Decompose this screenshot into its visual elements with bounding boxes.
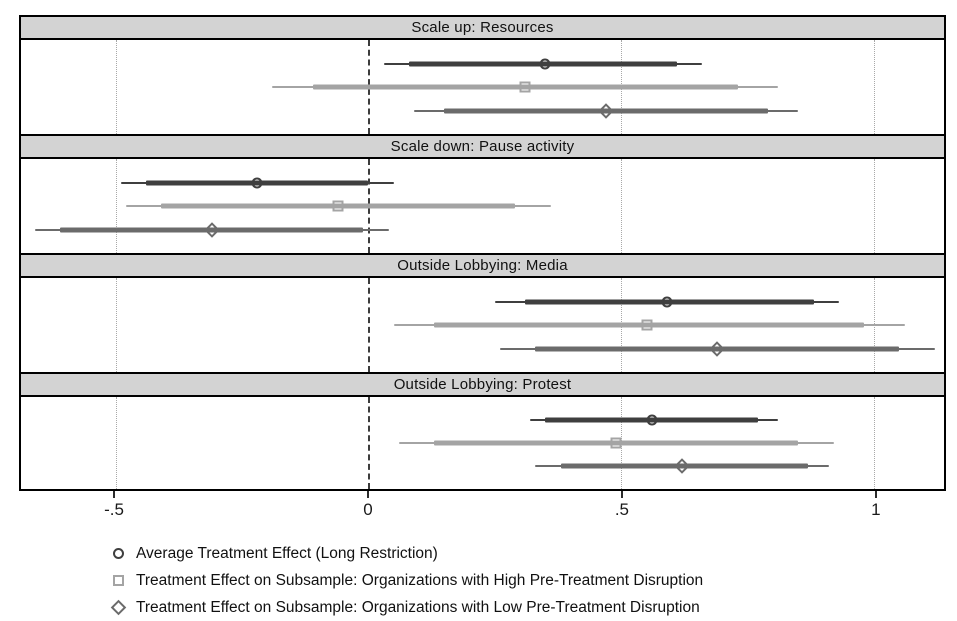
dotted-gridline xyxy=(116,40,117,134)
legend-label: Treatment Effect on Subsample: Organizations with High Pre-Treatment Disruption xyxy=(136,571,704,589)
axis-tick-label: 0 xyxy=(363,500,373,519)
axis-tick-label: -.5 xyxy=(104,500,124,519)
panel-title: Outside Lobbying: Media xyxy=(397,257,568,274)
dotted-gridline xyxy=(874,397,875,489)
panel-plot-area xyxy=(19,159,946,253)
panel-title: Scale up: Resources xyxy=(411,19,554,36)
panel-title: Outside Lobbying: Protest xyxy=(393,376,572,393)
diamond-marker xyxy=(674,458,690,474)
axis-tick-label: 1 xyxy=(871,500,881,519)
dotted-gridline xyxy=(621,159,622,253)
circle-marker xyxy=(252,177,263,188)
legend-item xyxy=(113,594,703,621)
zero-reference-line xyxy=(368,397,370,489)
legend-item xyxy=(113,567,703,594)
panel xyxy=(19,253,946,372)
panel-header xyxy=(19,134,946,159)
axis-tick xyxy=(113,491,115,498)
circle-marker xyxy=(540,58,551,69)
dotted-gridline xyxy=(874,40,875,134)
panel-header xyxy=(19,15,946,40)
diamond-marker xyxy=(710,341,726,357)
legend-square-icon xyxy=(113,575,124,586)
panel xyxy=(19,134,946,253)
zero-reference-line xyxy=(368,278,370,372)
axis-tick xyxy=(621,491,623,498)
dotted-gridline xyxy=(874,159,875,253)
panel-header xyxy=(19,253,946,278)
square-marker xyxy=(641,320,652,331)
legend-label: Average Treatment Effect (Long Restriction) xyxy=(136,544,438,562)
legend-label: Treatment Effect on Subsample: Organizations with Low Pre-Treatment Disruption xyxy=(136,598,700,616)
panel xyxy=(19,372,946,491)
panel-plot-area xyxy=(19,278,946,372)
axis-tick xyxy=(875,491,877,498)
square-marker xyxy=(333,201,344,212)
x-axis xyxy=(19,491,946,521)
axis-tick-label: .5 xyxy=(614,500,630,519)
diamond-marker xyxy=(204,222,220,238)
legend-circle-icon xyxy=(113,548,124,559)
axis-tick xyxy=(367,491,369,498)
panel-header xyxy=(19,372,946,397)
circle-marker xyxy=(646,415,657,426)
dotted-gridline xyxy=(116,397,117,489)
panel-plot-area xyxy=(19,40,946,134)
panel xyxy=(19,15,946,134)
dotted-gridline xyxy=(116,278,117,372)
legend xyxy=(113,540,703,621)
dotted-gridline xyxy=(116,159,117,253)
forest-plot-panels xyxy=(19,15,946,491)
square-marker xyxy=(611,438,622,449)
legend-item xyxy=(113,540,703,567)
diamond-marker xyxy=(598,103,614,119)
panel-plot-area xyxy=(19,397,946,491)
panel-title: Scale down: Pause activity xyxy=(390,138,575,155)
circle-marker xyxy=(661,296,672,307)
square-marker xyxy=(520,82,531,93)
